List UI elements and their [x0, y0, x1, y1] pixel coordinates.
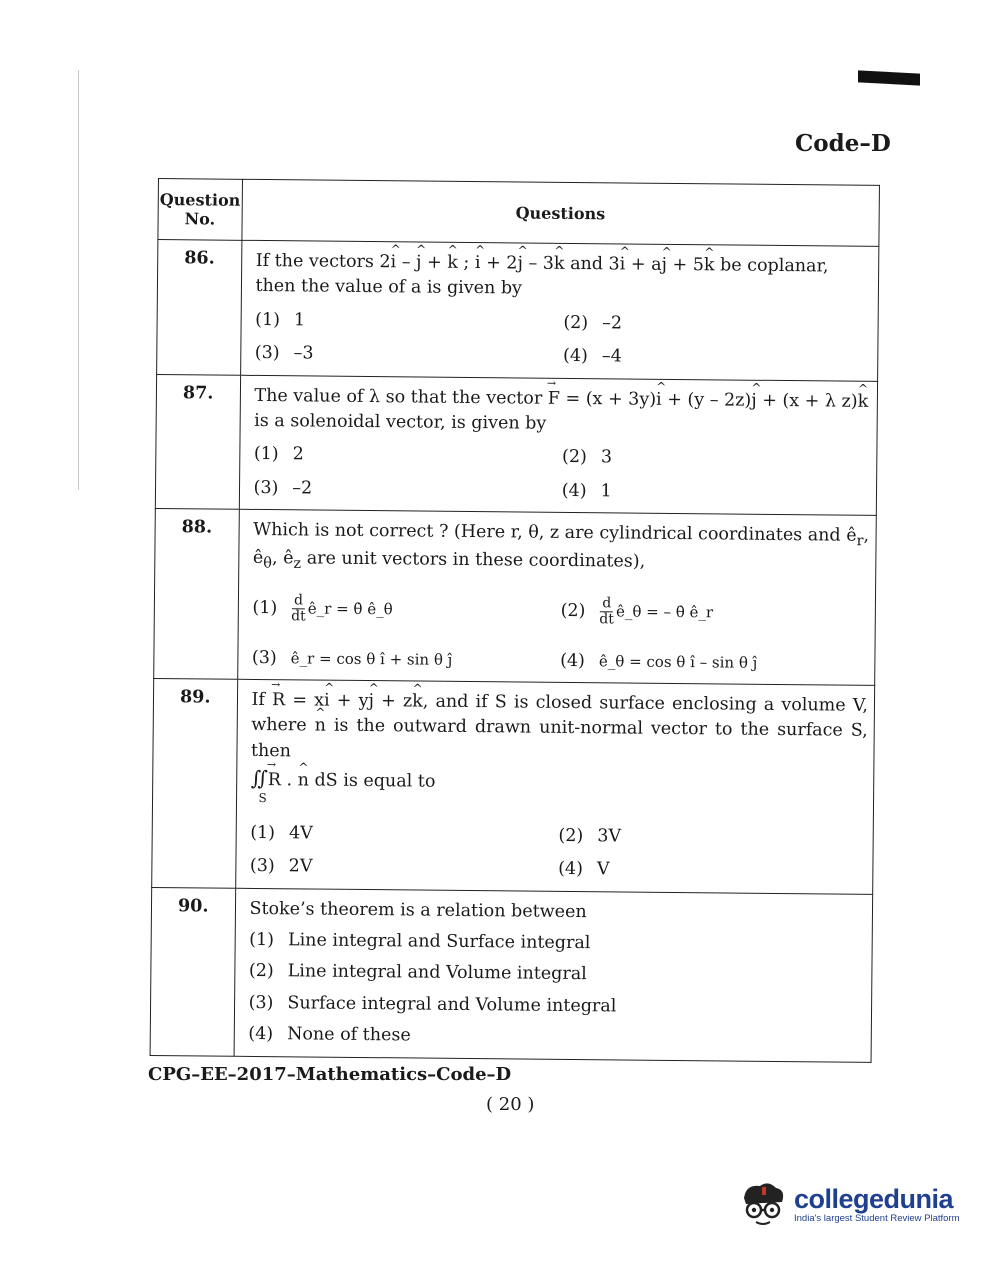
- logo-text: [794, 1184, 960, 1224]
- option-1[interactable]: (1) 2: [253, 444, 304, 465]
- option-4[interactable]: (4) ê_θ = cos θ î – sin θ ĵ: [560, 650, 758, 672]
- option-3[interactable]: (3) –2: [253, 477, 313, 499]
- header-questions: Questions: [241, 179, 879, 246]
- option-1[interactable]: (1) Line integral and Surface integral: [249, 929, 591, 954]
- option-1-expression: ê_r = θ̇ ê_θ: [307, 599, 393, 618]
- option-2[interactable]: (2) $\frac{d}{dt}$ ê_θ = – θ̇ ê_r: [560, 595, 714, 628]
- logo-tagline: India's largest Student Review Platform: [794, 1213, 960, 1224]
- derivative-fraction: $\frac{d}{dt}$: [291, 592, 306, 625]
- option-4[interactable]: (4) V: [558, 859, 610, 880]
- options-grid: [252, 593, 869, 677]
- question-row-89: [152, 678, 875, 894]
- option-2-expression: ê_θ = – θ̇ ê_r: [615, 601, 714, 621]
- paper-code: Code–D: [795, 130, 891, 157]
- question-number: 89.: [152, 678, 238, 887]
- question-body: [240, 240, 879, 381]
- option-3[interactable]: (3) 2V: [249, 856, 313, 877]
- question-text: Stoke’s theorem is a relation between: [249, 898, 587, 922]
- scan-corner-mark: [858, 70, 920, 85]
- table-header-row: [158, 179, 880, 247]
- option-2[interactable]: (2) 3V: [558, 825, 622, 847]
- question-number: 88.: [154, 508, 239, 679]
- question-body: [237, 509, 876, 685]
- integral-subscript: S: [258, 790, 267, 805]
- option-1[interactable]: (1) 1: [255, 309, 306, 331]
- question-body: [239, 375, 878, 516]
- question-text: If → R = x^ i + y^ j + z^ k, and if S is closed surface enclosing a volume V, where ^ n is the outward drawn unit-normal vector to the surface S, then: [251, 688, 868, 770]
- double-integral-icon: ∬: [250, 766, 268, 791]
- collegedunia-logo: [738, 1178, 960, 1230]
- option-1[interactable]: (1) $\frac{d}{dt}$ ê_r = θ̇ ê_θ: [252, 592, 393, 625]
- options-grid: [250, 821, 867, 886]
- option-4[interactable]: (4) –4: [562, 346, 622, 367]
- question-row-90: [150, 887, 873, 1062]
- surface-integral-expression: ∬→ R . ^ n dS is equal to S: [250, 764, 867, 813]
- option-2[interactable]: (2) –2: [563, 312, 623, 334]
- question-number: 90.: [150, 887, 235, 1056]
- option-3[interactable]: (3) ê_r = cos θ î + sin θ ĵ: [251, 647, 453, 669]
- option-4[interactable]: (4) 1: [561, 480, 612, 501]
- question-row-86: [157, 240, 879, 381]
- page-number: ( 20 ): [486, 1094, 535, 1115]
- option-3[interactable]: (3) –3: [254, 343, 314, 364]
- derivative-fraction: $\frac{d}{dt}$: [599, 595, 615, 628]
- scan-margin-line: [78, 70, 79, 490]
- option-2[interactable]: (2) Line integral and Volume integral: [248, 961, 587, 985]
- logo-title: collegedunia: [794, 1184, 954, 1214]
- mascot-icon: [738, 1178, 790, 1230]
- question-text: If the vectors 2^ i – ^ j + ^ k ; ^ i + 2^ j – 3^ k and 3^ i + a^ j + 5^ k be coplanar, then the value of a is given by: [255, 249, 872, 306]
- option-1[interactable]: (1) 4V: [250, 822, 313, 844]
- options-grid: [253, 442, 870, 507]
- question-row-88: [154, 508, 877, 685]
- option-3[interactable]: (3) Surface integral and Volume integral: [248, 992, 617, 1017]
- question-number: 87.: [155, 374, 240, 509]
- question-text: Which is not correct ? (Here r, θ, z are cylindrical coordinates and $ê_r$, $ê_\theta$, $ê_z$ are unit vectors in these coordinates),: [252, 519, 870, 572]
- question-row-87: [155, 374, 877, 515]
- question-number: 86.: [157, 240, 242, 375]
- questions-table: [150, 178, 880, 1062]
- footer-paper-code: CPG–EE–2017–Mathematics–Code–D: [148, 1064, 512, 1085]
- option-4[interactable]: (4) None of these: [248, 1024, 411, 1046]
- question-body: [234, 888, 873, 1062]
- options-grid: [255, 308, 872, 373]
- question-body: [235, 679, 874, 894]
- option-2[interactable]: (2) 3: [562, 447, 613, 468]
- header-question-no: Question No.: [158, 179, 242, 241]
- options-list: [248, 928, 866, 1053]
- question-text: The value of λ so that the vector → F = (x + 3y)^ i + (y – 2z)^ j + (x + λ z)^ k is a solenoidal vector, is given by: [254, 383, 871, 440]
